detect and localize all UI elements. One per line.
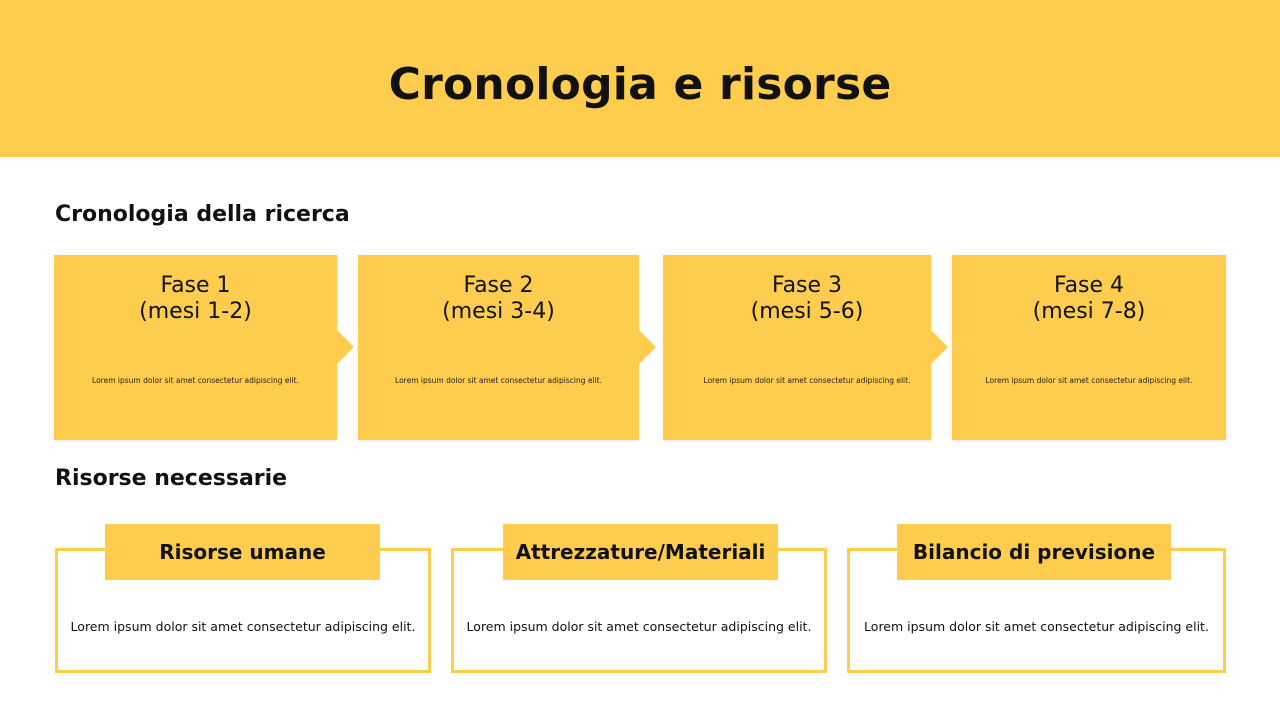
- phase-arrow-1: [337, 330, 354, 364]
- page-title: Cronologia e risorse: [388, 59, 892, 110]
- phase-title: [952, 273, 1226, 325]
- title-banner: [0, 0, 1280, 157]
- phase-period: (mesi 7-8): [1032, 299, 1146, 324]
- resource-label-2: Attrezzature/Materiali: [503, 524, 778, 580]
- phase-label: Fase 1: [160, 273, 231, 298]
- phase-description: Lorem ipsum dolor sit amet consectetur adipiscing elit.: [92, 376, 299, 385]
- phase-description: Lorem ipsum dolor sit amet consectetur adipiscing elit.: [703, 376, 911, 385]
- resource-label-3: Bilancio di previsione: [897, 524, 1171, 580]
- phase-title: [358, 273, 639, 325]
- phase-arrow-2: [639, 330, 656, 364]
- resources-heading: Risorse necessarie: [55, 466, 288, 491]
- phase-card-1: [54, 255, 337, 440]
- phase-label: Fase 2: [463, 273, 534, 298]
- phase-description: Lorem ipsum dolor sit amet consectetur adipiscing elit.: [395, 376, 602, 385]
- phase-title: [673, 273, 941, 325]
- phase-title: [54, 273, 337, 325]
- resource-description: Lorem ipsum dolor sit amet consectetur adipiscing elit.: [864, 619, 1209, 634]
- resource-description: Lorem ipsum dolor sit amet consectetur adipiscing elit.: [466, 619, 812, 634]
- phase-arrow-3: [931, 330, 948, 364]
- resource-label-1: Risorse umane: [105, 524, 380, 580]
- phase-card-2: [358, 255, 639, 440]
- resource-description: Lorem ipsum dolor sit amet consectetur adipiscing elit.: [70, 619, 416, 634]
- phase-period: (mesi 1-2): [139, 299, 252, 324]
- timeline-heading: Cronologia della ricerca: [55, 202, 350, 227]
- phase-period: (mesi 3-4): [442, 299, 555, 324]
- phase-card-4: [952, 255, 1226, 440]
- phase-label: Fase 4: [1053, 273, 1125, 298]
- phase-period: (mesi 5-6): [750, 299, 864, 324]
- phase-card-3: [663, 255, 931, 440]
- phase-description: Lorem ipsum dolor sit amet consectetur adipiscing elit.: [985, 376, 1193, 385]
- phase-label: Fase 3: [771, 273, 843, 298]
